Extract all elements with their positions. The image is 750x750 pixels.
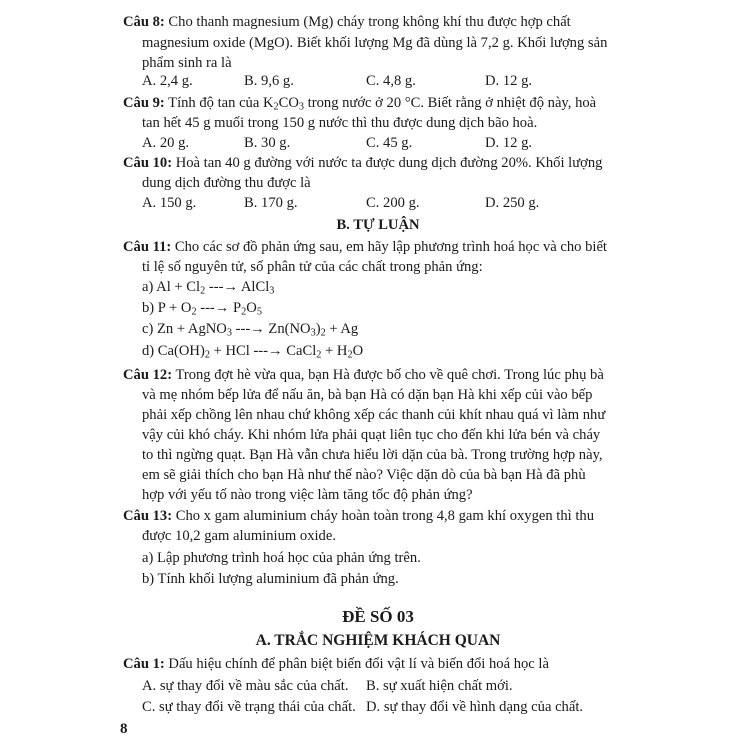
q11-reaction-a: a) $Al + Cl_2$ ---→ AlCl$_3$ xyxy=(142,279,275,297)
q11-reaction-c: c) Zn + AgNO$_3$ ---→ $Zn(NO_3)_2 + Ag$ xyxy=(142,321,359,339)
q9-option-c: C. 45 g. xyxy=(366,135,413,151)
q9-option-a: A. 20 g. xyxy=(142,135,190,151)
q10-option-b: B. 170 g. xyxy=(244,195,298,211)
q12-line2: và mẹ nhóm bếp lửa để nấu ăn, bà bạn Hà có dặn bạn Hà khi xếp củi vào bếp xyxy=(142,387,593,403)
section-a-heading: A. TRẮC NGHIỆM KHÁCH QUAN xyxy=(255,632,501,649)
q11-line1: Câu 11: Cho các sơ đồ phản ứng sau, em hãy lập phương trình hoá học và cho biết xyxy=(123,239,607,255)
q11-reaction-d: d) $Ca(OH)_2$ + HCl ---→ CaCl$_2$ + $H_2O$ xyxy=(142,343,364,361)
q10-option-a: A. 150 g. xyxy=(142,195,197,211)
q12-line7: hợp với yếu tố nào trong việc làm tăng tốc độ phản ứng? xyxy=(142,487,473,503)
q1-option-a: A. sự thay đổi về màu sắc của chất. xyxy=(142,678,349,694)
q9-option-b: B. 30 g. xyxy=(244,135,291,151)
q10-option-d: D. 250 g. xyxy=(485,195,540,211)
q8-line2: magnesium oxide (MgO). Biết khối lượng Mg đã dùng là 7,2 g. Khối lượng sản xyxy=(142,35,608,51)
q12-line4: vậy củi khó cháy. Khi nhóm lửa phải quạt liên tục cho đến khi lửa bén và cháy xyxy=(142,427,601,443)
q13-part-a: a) Lập phương trình hoá học của phản ứng trên. xyxy=(142,550,421,566)
q1-line1: Câu 1: Dấu hiệu chính để phân biệt biến đổi vật lí và biến đổi hoá học là xyxy=(123,656,549,672)
q13-line1: Câu 13: Cho x gam aluminium cháy hoàn toàn trong 4,8 gam khí oxygen thì thu xyxy=(123,508,595,524)
exam-title: ĐỀ SỐ 03 xyxy=(342,607,414,626)
q1-label: Câu 1: xyxy=(123,656,165,672)
q8-option-b: B. 9,6 g. xyxy=(244,73,294,89)
q8-line3: phẩm sinh ra là xyxy=(142,55,232,71)
q12-label: Câu 12: xyxy=(123,367,173,383)
q8-label: Câu 8: xyxy=(123,14,165,30)
q10-line2: dung dịch đường thu được là xyxy=(142,175,311,191)
q13-label: Câu 13: xyxy=(123,508,173,524)
q11-line2: tỉ lệ số nguyên tử, số phân tử của các chất trong phản ứng: xyxy=(142,259,483,275)
q12-line1: Câu 12: Trong đợt hè vừa qua, bạn Hà được bố cho về quê chơi. Trong lúc phụ bà xyxy=(123,367,604,383)
q11-reaction-b: b) $P + O_2$ ---→ $P_2O_5$ xyxy=(142,300,262,318)
q9-line1: Câu 9: Tính độ tan của $K_2CO_3$ trong nước ở 20 °C. Biết rằng ở nhiệt độ này, hoà xyxy=(123,95,597,113)
q1-option-d: D. sự thay đổi về hình dạng của chất. xyxy=(366,699,584,715)
q10-option-c: C. 200 g. xyxy=(366,195,420,211)
q8-option-a: A. 2,4 g. xyxy=(142,73,193,89)
q8-line1: Câu 8: Cho thanh magnesium (Mg) cháy trong không khí thu được hợp chất xyxy=(123,14,571,30)
q13-line2: được 10,2 gam aluminium oxide. xyxy=(142,528,336,544)
q13-part-b: b) Tính khối lượng aluminium đã phản ứng. xyxy=(142,571,399,587)
q11-label: Câu 11: xyxy=(123,239,172,255)
q8-option-c: C. 4,8 g. xyxy=(366,73,416,89)
q9-label: Câu 9: xyxy=(123,95,165,111)
q9-line2: tan hết 45 g muối trong 150 g nước thì thu được dung dịch bão hoà. xyxy=(142,115,538,131)
section-b-heading: B. TỰ LUẬN xyxy=(336,217,420,233)
q12-line6: em sẽ giải thích cho bạn Hà như thế nào? Việc dặn dò của bà bạn Hà đã phù xyxy=(142,467,586,483)
q1-option-b: B. sự xuất hiện chất mới. xyxy=(366,678,513,694)
q10-line1: Câu 10: Hoà tan 40 g đường với nước ta được dung dịch đường 20%. Khối lượng xyxy=(123,155,603,171)
q12-line5: to thì ngừng quạt. Bạn Hà vẫn chưa hiểu lời dặn của bà. Trong trường hợp này, xyxy=(142,447,603,463)
q10-label: Câu 10: xyxy=(123,155,173,171)
page-number: 8 xyxy=(120,721,128,737)
q1-option-c: C. sự thay đổi về trạng thái của chất. xyxy=(142,699,356,715)
q12-line3: phải xếp chồng lên nhau chứ không xếp các thanh củi khít nhau quá vì làm như xyxy=(142,407,606,423)
q9-option-d: D. 12 g. xyxy=(485,135,533,151)
q8-option-d: D. 12 g. xyxy=(485,73,533,89)
